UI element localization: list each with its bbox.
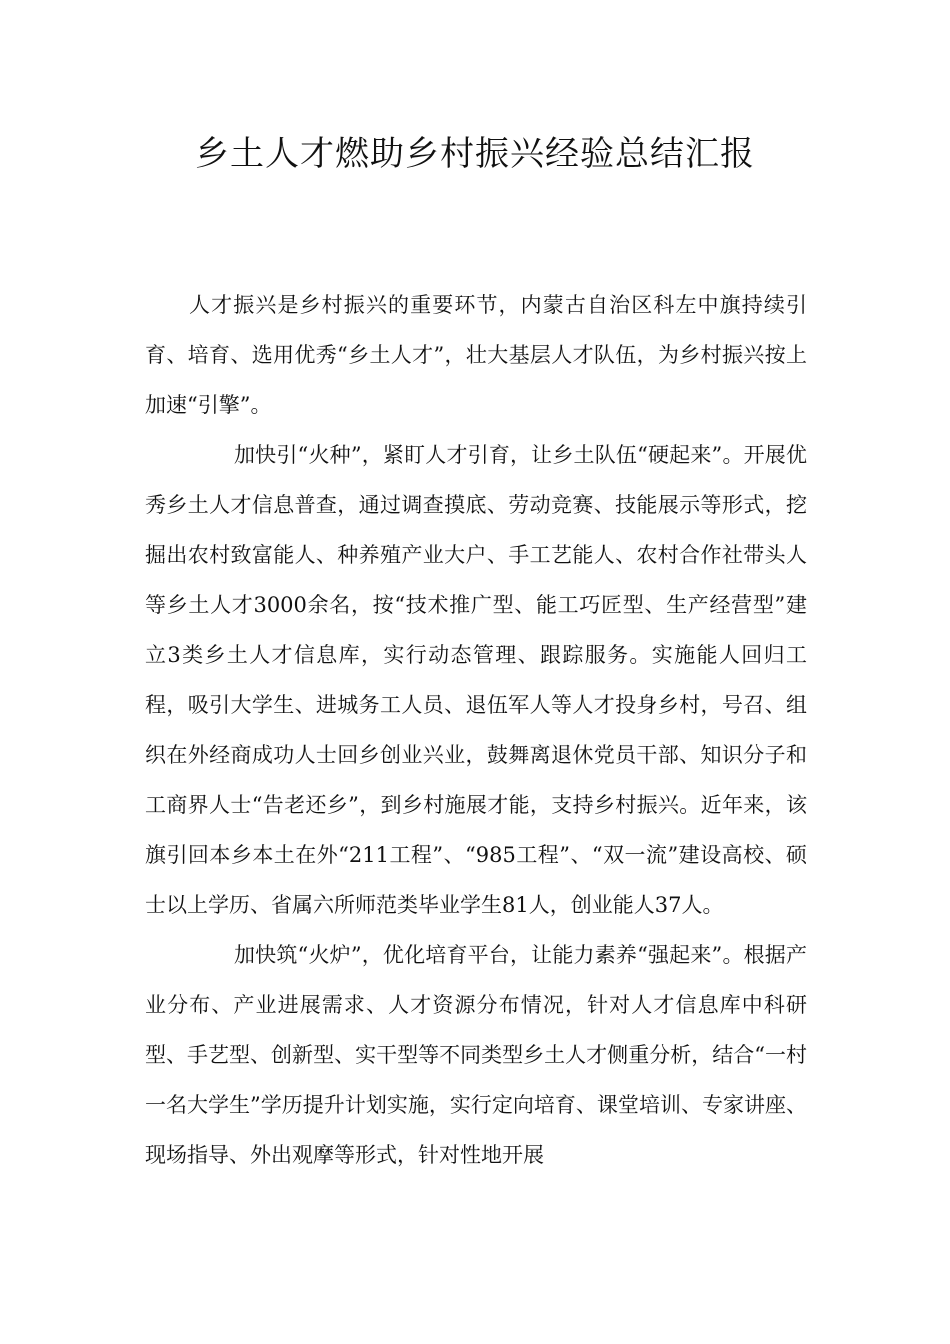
paragraph-cultivate-platform: 加快筑“火炉”，优化培育平台，让能力素养“强起来”。根据产业分布、产业进展需求、人才资源分布情况，针对人才信息库中科研型、手艺型、创新型、实干型等不同类型乡土人才侧重分析，结合“一村一名大学生”学历提升计划实施，实行定向培育、课堂培训、专家讲座、现场指导、外出观摩等形式，针对性地开展 [145, 943, 807, 1167]
paragraph-intro: 人才振兴是乡村振兴的重要环节，内蒙古自治区科左中旗持续引育、培育、选用优秀“乡土人才”，壮大基层人才队伍，为乡村振兴按上加速“引擎”。 [145, 293, 807, 417]
document-body [145, 280, 807, 1180]
paragraph-attract-talent: 加快引“火种”，紧盯人才引育，让乡土队伍“硬起来”。开展优秀乡土人才信息普查，通过调查摸底、劳动竞赛、技能展示等形式，挖掘出农村致富能人、种养殖产业大户、手工艺能人、农村合作社带头人等乡土人才3000余名，按“技术推广型、能工巧匠型、生产经营型”建立3类乡土人才信息库，实行动态管理、跟踪服务。实施能人回归工程，吸引大学生、进城务工人员、退伍军人等人才投身乡村，号召、组织在外经商成功人士回乡创业兴业，鼓舞离退休党员干部、知识分子和工商界人士“告老还乡”，到乡村施展才能，支持乡村振兴。近年来，该旗引回本乡本土在外“211工程”、“985工程”、“双一流”建设高校、硕士以上学历、省属六所师范类毕业学生81人，创业能人37人。 [145, 443, 807, 917]
document-title: 乡土人才燃助乡村振兴经验总结汇报 [195, 134, 755, 174]
